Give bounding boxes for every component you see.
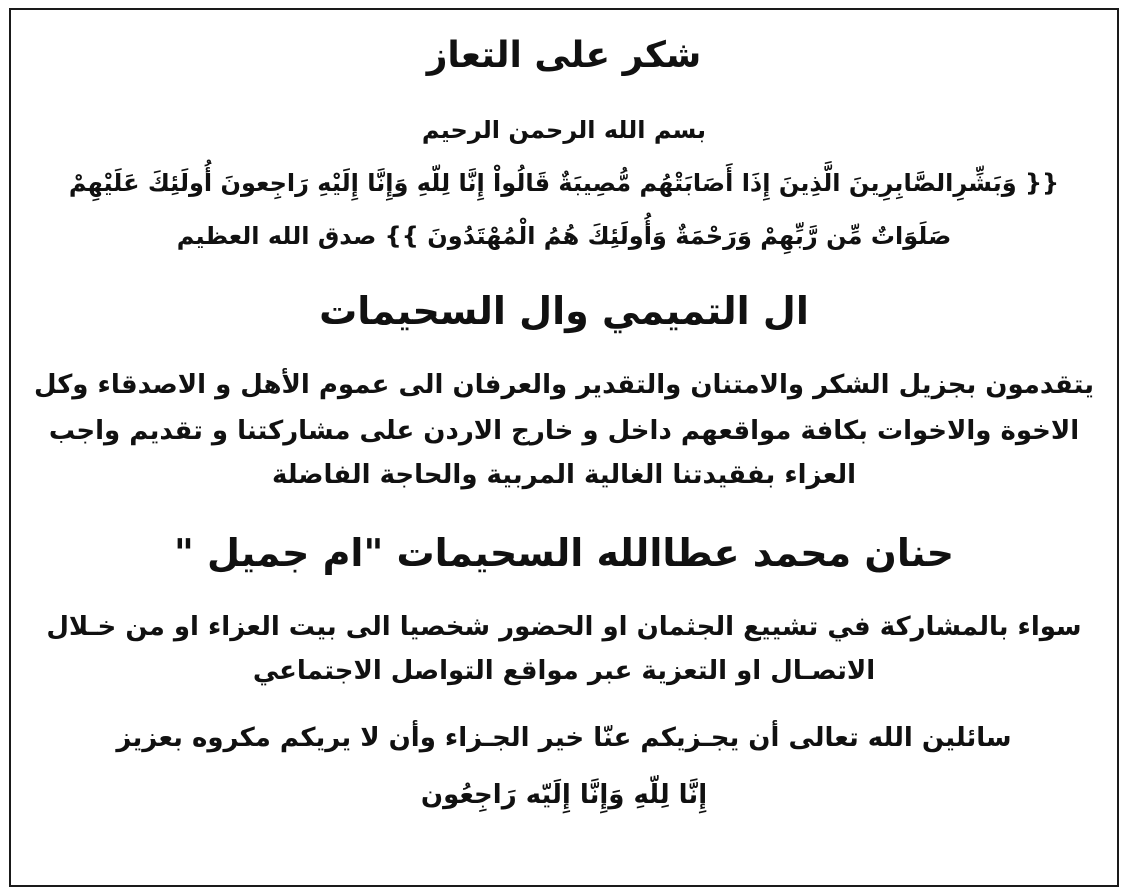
- family-names: ال التميمي وال السحيمات: [319, 289, 809, 333]
- prayer-line: سائلين الله تعالى أن يجـزيكم عنّا خير الجـزاء وأن لا يريكم مكروه بعزيز: [116, 723, 1012, 753]
- thanks-line-3: العزاء بفقيدتنا الغالية المربية والحاجة الفاضلة: [271, 460, 857, 490]
- closing-verse: إِنَّا لِلّهِ وَإِنَّا إِلَيّه رَاجِعُون: [420, 780, 708, 810]
- card-title: شكر على التعاز: [426, 35, 702, 76]
- participation-line-2: الاتصـال او التعزية عبر مواقع التواصل الاجتماعي: [252, 656, 876, 686]
- deceased-name: حنان محمد عطاالله السحيمات "ام جميل ": [174, 531, 954, 575]
- thanks-line-2: الاخوة والاخوات بكافة مواقعهم داخل و خارج الاردن على مشاركتنا و تقديم واجب: [48, 416, 1080, 446]
- verse-line-1: {{ وَبَشِّرِالصَّابِرِينَ الَّذِينَ إِذَا أَصَابَتْهُم مُّصِيبَةٌ قَالُواْ إِنَّا لِلّهِ وَإِنَّا إِلَيْهِ رَاجِعونَ أُولَئِكَ عَلَيْهِمْ: [68, 169, 1060, 197]
- condolence-card: [9, 8, 1119, 887]
- basmala: بسم الله الرحمن الرحيم: [421, 116, 707, 144]
- thanks-line-1: يتقدمون بجزيل الشكر والامتنان والتقدير والعرفان الى عموم الأهل و الاصدقاء وكل: [33, 370, 1094, 400]
- verse-line-2: صَلَوَاتٌ مِّن رَّبِّهِمْ وَرَحْمَةٌ وَأُولَئِكَ هُمُ الْمُهْتَدُونَ }} صدق الله العظيم: [176, 222, 952, 250]
- participation-line-1: سواء بالمشاركة في تشييع الجثمان او الحضور شخصيا الى بيت العزاء او من خـلال: [46, 612, 1082, 642]
